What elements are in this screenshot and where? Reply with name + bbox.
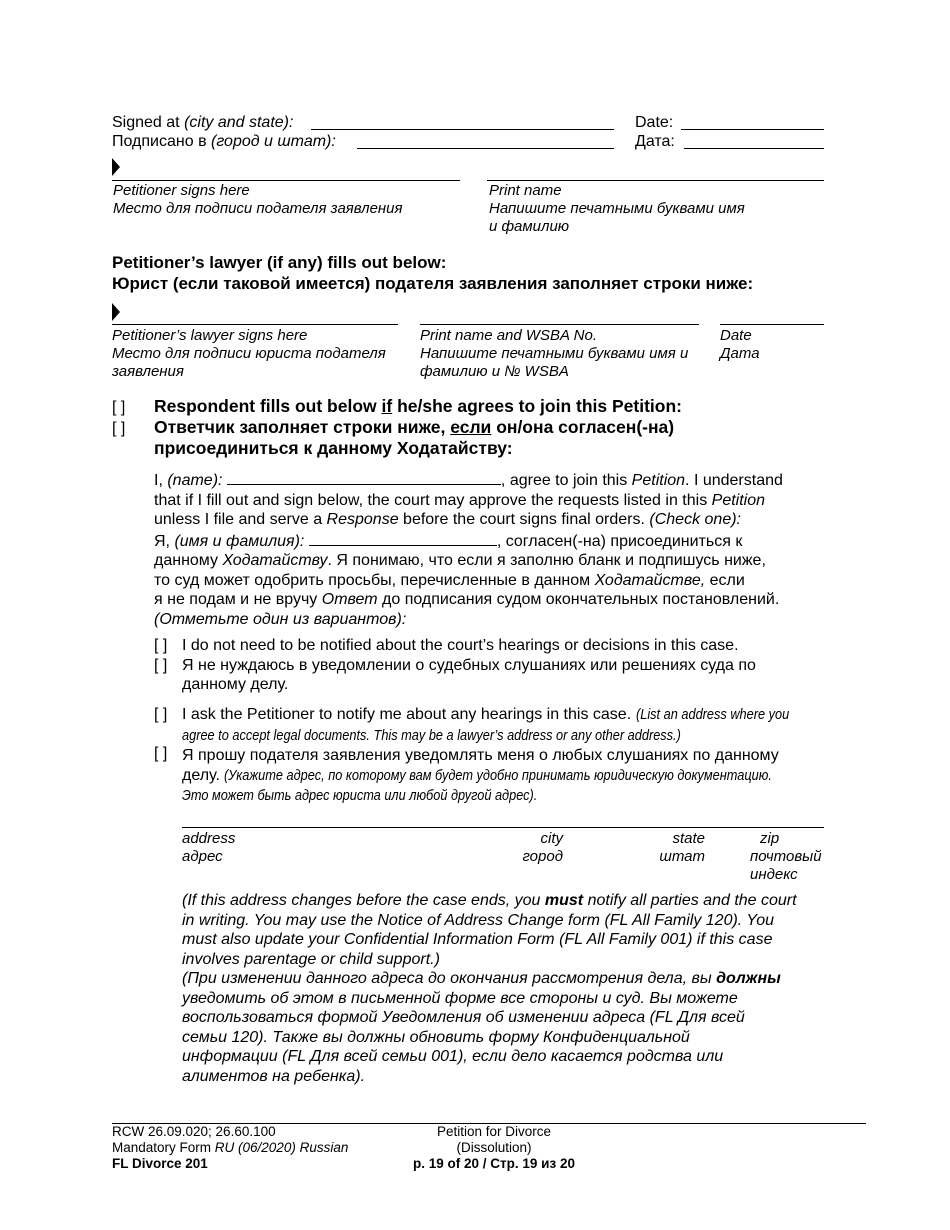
option-2-checkbox-en[interactable]: [ ] xyxy=(154,706,168,723)
resp-r4-resp: Ответ xyxy=(321,591,378,608)
respondent-name-ru-field[interactable] xyxy=(309,530,497,546)
lawyer-print-name-field[interactable] xyxy=(420,324,699,325)
address-label-en: address xyxy=(182,830,236,847)
resp-head-en-a: Respondent fills out below xyxy=(154,396,382,416)
option-2-ru-hint-2: Это может быть адрес юриста или любой другой адрес). xyxy=(182,788,538,804)
resp-head-en-b: he/she agrees to join this Petition: xyxy=(392,396,682,416)
footer-page-number: p. 19 of 20 / Стр. 19 из 20 xyxy=(413,1156,575,1171)
notice-ru-4: семьи 120). Также вы должны обновить форму Конфиденциальной xyxy=(182,1028,690,1046)
resp-r2-a: данному xyxy=(154,552,223,569)
address-change-notice xyxy=(182,891,797,1086)
footer-form-id: FL Divorce 201 xyxy=(112,1156,208,1171)
option-2-ru-line-3 xyxy=(182,786,847,807)
petitioner-print-label xyxy=(489,182,745,236)
zip-label xyxy=(750,830,822,884)
resp-p3-check: (Check one): xyxy=(649,511,741,528)
signed-at-field[interactable] xyxy=(311,129,614,130)
resp-r2-b: . Я понимаю, что если я заполню бланк и подпишусь ниже, xyxy=(327,552,766,569)
address-label-ru: адрес xyxy=(182,848,223,865)
sign-here-arrow-icon xyxy=(112,158,120,176)
signed-at-label-en xyxy=(112,113,293,133)
notice-en-1b: notify all parties and the court xyxy=(583,892,797,909)
state-label-ru: штат xyxy=(659,848,705,865)
resp-line-8: (Отметьте один из вариантов): xyxy=(154,610,407,628)
zip-label-en: zip xyxy=(760,830,780,847)
date-field[interactable] xyxy=(681,129,824,130)
notice-en-4: involves parentage or child support.) xyxy=(182,950,440,968)
zip-label-ru-1: почтовый xyxy=(750,848,822,865)
notice-en-1a: (If this address changes before the case ends, you xyxy=(182,892,545,909)
address-label xyxy=(182,830,235,866)
respondent-heading xyxy=(154,396,682,459)
resp-r2-pet: Ходатайству xyxy=(222,552,328,569)
resp-r3-pet: Ходатайстве, xyxy=(594,571,706,589)
print-name-en: Print name xyxy=(489,182,562,199)
notice-ru-5: информации (FL Для всей семьи 001), если дело касается родства или xyxy=(182,1048,724,1065)
option-2-text xyxy=(182,705,847,807)
resp-p3-a: unless I file and serve a xyxy=(154,511,327,528)
resp-head-ru-b: он/она согласен(-на) xyxy=(491,417,675,437)
notice-ru-1a: (При изменении данного адреса до окончания рассмотрения дела, вы xyxy=(182,970,717,987)
option-2-en-hint-2: agree to accept legal documents. This may be a lawyer’s address or any other address.) xyxy=(182,727,681,744)
city-label-en: city xyxy=(540,830,563,847)
resp-line-6 xyxy=(154,571,783,591)
resp-p1-b: , agree to join this xyxy=(500,472,632,489)
resp-p3-response: Response xyxy=(326,511,399,528)
respondent-heading-en xyxy=(154,396,682,417)
resp-head-ru-if: если xyxy=(450,417,492,437)
resp-r4-a: я не подам и не вручу xyxy=(154,591,322,608)
option-2-en-line-2 xyxy=(182,726,847,747)
address-field[interactable] xyxy=(182,827,824,828)
lawyer-signature-field[interactable] xyxy=(112,324,398,325)
resp-line-2 xyxy=(154,491,783,511)
respondent-heading-ru xyxy=(154,417,682,438)
resp-r1-b: , согласен(-на) присоединиться к xyxy=(496,532,743,550)
signed-at-ru-text: Подписано в xyxy=(112,133,212,150)
city-label xyxy=(480,830,563,866)
resp-head-en-if: if xyxy=(381,396,393,416)
resp-p1-name: (name): xyxy=(167,472,223,489)
petitioner-signs-ru: Место для подписи подателя заявления xyxy=(113,200,403,217)
notice-ru-1 xyxy=(182,969,797,989)
respondent-name-field[interactable] xyxy=(227,469,501,485)
respondent-checkbox-ru[interactable]: [ ] xyxy=(112,420,126,437)
lawyer-heading xyxy=(112,252,753,294)
notice-ru-must: должны xyxy=(716,970,781,987)
respondent-paragraph xyxy=(154,469,783,629)
lawyer-sign-arrow-icon xyxy=(112,303,120,321)
footer-rcw: RCW 26.09.020; 26.60.100 xyxy=(112,1124,276,1139)
option-1-ru-1: Я не нуждаюсь в уведомлении о судебных слушаниях или решениях суда по xyxy=(182,656,756,674)
option-2-ru-line-2 xyxy=(182,766,847,787)
lawyer-print-ru-1: Напишите печатными буквами имя и xyxy=(420,345,689,362)
option-1-checkbox-ru[interactable]: [ ] xyxy=(154,657,168,674)
footer-mandatory-b: RU (06/2020) Russian xyxy=(214,1140,349,1155)
option-2-en-line-1 xyxy=(182,705,847,726)
resp-line-1 xyxy=(154,469,783,491)
lawyer-date-ru: Дата xyxy=(720,345,760,362)
resp-r1-a: Я, xyxy=(154,532,175,550)
resp-p3-b: before the court signs final orders. xyxy=(398,511,650,528)
resp-line-4 xyxy=(154,530,783,552)
signed-at-text: Signed at xyxy=(112,114,185,131)
resp-line-5 xyxy=(154,551,783,571)
lawyer-signs-ru-2: заявления xyxy=(112,363,184,380)
lawyer-date-label xyxy=(720,327,760,363)
city-label-ru: город xyxy=(522,848,563,865)
resp-r4-b: до подписания судом окончательных постановлений. xyxy=(377,591,780,608)
resp-p2-petition: Petition xyxy=(711,491,766,509)
petitioner-signature-field[interactable] xyxy=(112,180,460,181)
resp-p1-petition: Petition xyxy=(631,472,686,489)
state-label xyxy=(620,830,705,866)
option-2-en-hint-1: (List an address where you xyxy=(635,707,789,723)
lawyer-signs-en: Petitioner’s lawyer signs here xyxy=(112,327,308,344)
petitioner-signs-label xyxy=(113,182,403,218)
notice-en-must: must xyxy=(544,892,584,909)
lawyer-print-en: Print name and WSBA No. xyxy=(420,327,598,344)
lawyer-print-ru-2: фамилию и № WSBA xyxy=(420,363,569,380)
resp-r3-a: то суд может одобрить просьбы, перечисленные в данном xyxy=(154,571,595,589)
lawyer-print-label xyxy=(420,327,688,381)
petitioner-signs-en: Petitioner signs here xyxy=(113,182,250,199)
resp-p1-a: I, xyxy=(154,472,168,489)
petitioner-print-name-field[interactable] xyxy=(487,180,824,181)
resp-r1-name: (имя и фамилия): xyxy=(174,532,305,550)
resp-r3-b: если xyxy=(705,571,745,589)
resp-line-3 xyxy=(154,510,783,530)
lawyer-heading-en: Petitioner’s lawyer (if any) fills out below: xyxy=(112,253,447,272)
notice-ru-6: алиментов на ребенка). xyxy=(182,1067,366,1085)
respondent-checkbox-en[interactable]: [ ] xyxy=(112,399,126,416)
resp-p1-c: . I understand xyxy=(685,472,783,489)
option-2-ru-1: Я прошу подателя заявления уведомлять меня о любых слушаниях по данному xyxy=(182,747,779,764)
notice-ru-3: воспользоваться формой Уведомления об изменении адреса (FL Для всей xyxy=(182,1009,745,1026)
signed-at-label-ru xyxy=(112,132,336,152)
option-1-checkbox-en[interactable]: [ ] xyxy=(154,637,168,654)
lawyer-date-en: Date xyxy=(720,327,752,344)
notice-en-2: in writing. You may use the Notice of Address Change form (FL All Family 120). You xyxy=(182,911,774,929)
option-2-checkbox-ru[interactable]: [ ] xyxy=(154,745,168,762)
option-2-en: I ask the Petitioner to notify me about any hearings in this case. xyxy=(182,706,636,723)
respondent-heading-ru-2: присоединиться к данному Ходатайству: xyxy=(154,438,513,458)
footer-center xyxy=(394,1124,594,1172)
lawyer-signs-ru-1: Место для подписи юриста подателя xyxy=(112,345,386,362)
footer-title-2: (Dissolution) xyxy=(456,1140,532,1155)
footer-left xyxy=(112,1124,348,1172)
state-label-en: state xyxy=(672,830,705,847)
lawyer-date-field[interactable] xyxy=(720,324,824,325)
option-2-ru-hint-1: (Укажите адрес, по которому вам будет удобно принимать юридическую документацию. xyxy=(224,767,773,784)
option-2-ru-2: делу. xyxy=(182,766,225,784)
print-name-ru-1: Напишите печатными буквами имя xyxy=(489,200,745,217)
signed-at-ru-field[interactable] xyxy=(357,148,614,149)
footer-mandatory xyxy=(112,1140,348,1156)
lawyer-heading-ru: Юрист (если таковой имеется) подателя заявления заполняет строки ниже: xyxy=(112,274,754,293)
footer-title-1: Petition for Divorce xyxy=(436,1124,552,1139)
resp-line-7 xyxy=(154,590,783,610)
option-1-en: I do not need to be notified about the court’s hearings or decisions in this case. xyxy=(182,637,739,654)
date-label-en: Date: xyxy=(635,114,674,131)
date-label-ru: Дата: xyxy=(635,133,675,150)
notice-ru-2: уведомить об этом в письменной форме все стороны и суд. Вы можете xyxy=(182,989,738,1007)
notice-en-3: must also update your Confidential Information Form (FL All Family 001) if this case xyxy=(182,931,773,948)
resp-head-ru-a: Ответчик заполняет строки ниже, xyxy=(154,417,451,437)
notice-en-1 xyxy=(182,891,797,911)
option-1-text xyxy=(182,636,756,695)
option-1-ru-2: данному делу. xyxy=(182,676,289,693)
footer-mandatory-a: Mandatory Form xyxy=(112,1140,215,1155)
resp-p2-a: that if I fill out and sign below, the court may approve the requests listed in this xyxy=(154,491,712,509)
signed-at-ru-hint: (город и штат): xyxy=(211,133,336,150)
zip-label-ru-2: индекс xyxy=(750,866,798,883)
date-ru-field[interactable] xyxy=(684,148,824,149)
lawyer-signs-label xyxy=(112,327,386,381)
signed-at-hint: (city and state): xyxy=(184,114,294,131)
print-name-ru-2: и фамилию xyxy=(489,218,570,235)
